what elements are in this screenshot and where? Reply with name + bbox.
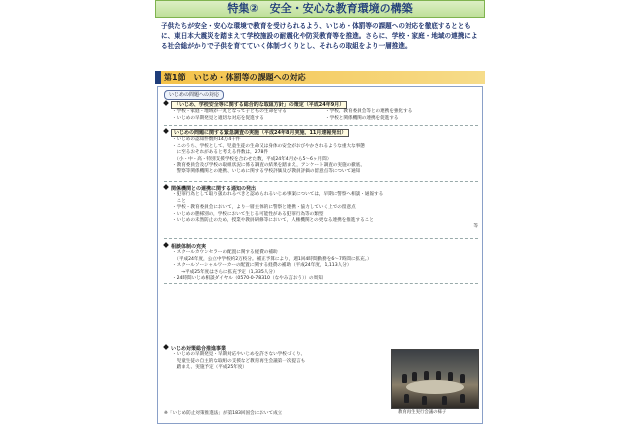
notice-line: ・いじめの態様別の，学校において生じる可能性がある犯罪行為等の類型: [172, 211, 324, 217]
block-consultation: [164, 243, 478, 282]
block-notice: [164, 185, 478, 231]
person-figure: [460, 394, 465, 403]
heading-text: 「いじめ、学校安全等に関する総合的な取組方針」の策定（平成24年9月）: [171, 101, 347, 109]
person-figure: [448, 372, 453, 381]
program-line: 踏まえ、実施予定（平成25年度）: [172, 365, 248, 371]
heading-text: いじめ対策総合推進事業: [171, 346, 227, 352]
block-policy: [164, 101, 478, 122]
survey-line: 警察等関係機関との連携、いじめに関する学校評価及び教員評価の留意点等について通知: [172, 169, 361, 175]
document-page: [155, 0, 485, 426]
photo-caption: 教育再生実行会議の様子: [398, 410, 447, 415]
survey-line: に至るおそれがあると考える件数は，278件: [172, 150, 269, 156]
survey-line: ・このうち、学校として、児童生徒の生命又は身体の安全がおびやかされるような重大な事態: [172, 143, 365, 149]
notice-line: ・いじめの未然防止のため，授業や教員研修等において，人権機関との更なる連携を推進すること: [172, 218, 374, 224]
survey-line: ・教育委員会及び学校の取組状況に係る調査の結果を踏まえ，アンケート調査の実施の徹底、: [172, 163, 365, 169]
panel-tag: いじめの問題への対応: [164, 90, 224, 100]
person-figure: [404, 394, 409, 403]
consultation-line: →平成25年度はさらに拡充予定（1,335人分）: [172, 269, 278, 275]
consultation-line: （平成24年度，公立中学校約2万校分。補正予算により，週1回4時間勤務を6～7時間に拡充。）: [172, 256, 372, 262]
block-survey: [164, 129, 478, 176]
survey-line: ・いじめの認知件数約14万4千件: [172, 137, 241, 143]
person-figure: [460, 374, 465, 383]
divider: [164, 181, 478, 182]
policy-item: ・学校・家庭・地域が一丸となって子どもの生命を守る: [172, 109, 287, 115]
diamond-bullet-icon: [163, 128, 169, 134]
heading-text: 相談体制の充実: [171, 244, 207, 250]
notice-line: こと: [172, 198, 186, 204]
program-line: ・いじめの早期発見・早期対応やいじめを許さない学校づくり、: [172, 352, 306, 358]
notice-line: ・犯罪行為として取り扱われるべきと認められるいじめ事案については，早期に警察へ相談・通報する: [172, 192, 384, 198]
person-figure: [442, 396, 447, 405]
notice-tail: 等: [473, 224, 478, 230]
person-figure: [436, 371, 441, 380]
divider: [164, 283, 478, 284]
meeting-table-shape: [406, 380, 464, 394]
policy-item: ・学校と関係機関の連携を促進する: [325, 115, 399, 121]
section-title: 第1節 いじめ・体罰等の課題への対応: [155, 71, 485, 84]
person-figure: [402, 374, 407, 383]
diamond-bullet-icon: [163, 100, 169, 106]
heading-text: 関係機関との連携に関する通知の発出: [171, 186, 257, 192]
consultation-line: ・スクールカウンセラーの配置に関する経費の補助: [172, 250, 278, 256]
policy-item: ・学校、教育委員会等との連携を強化する: [325, 109, 413, 115]
meeting-photo: [391, 349, 479, 409]
consultation-line: ・24時間いじめ相談ダイヤル（0570-0-78310（なやみ言おう））の周知: [172, 276, 323, 282]
diamond-bullet-icon: [163, 344, 169, 350]
divider: [164, 125, 478, 126]
divider: [164, 238, 478, 239]
footnote: ※「いじめ防止対策推進法」が第183回国会において成立: [164, 411, 283, 416]
intro-paragraph: 子供たちが安全・安心な環境で教育を受けられるよう、いじめ・体罰等の課題への対応を徹底するとともに、東日本大震災を踏まえて学校施設の耐震化や防災教育等を推進。さらに、学校・家庭・地域の連携による社会総がかりで子供を育てていく体制づくりとし、それらの取組をより一層推進。: [161, 22, 478, 50]
person-figure: [422, 396, 427, 405]
person-figure: [424, 371, 429, 380]
content-panel: [157, 86, 483, 424]
policy-item: ・いじめの早期発見と適切な対応を促進する: [172, 115, 264, 121]
heading-text: いじめの問題に関する緊急調査の実施（平成24年8月実施、11月速報発出）: [171, 129, 349, 137]
program-line: 児童生徒の自主的な取組の支援など教育再生会議第一次提言も: [172, 358, 306, 364]
policy-row-2: [164, 116, 478, 122]
diamond-bullet-icon: [163, 184, 169, 190]
page-title: 特集② 安全・安心な教育環境の構築: [155, 0, 485, 18]
notice-line: ・学校・教育委員会において，より一層主体的に警察と連携・協力していく上での留意点: [172, 205, 356, 211]
survey-line: （小・中・高・特別支援学校を合わせた数，平成24年4月から5～6ヶ月間）: [172, 156, 332, 162]
diamond-bullet-icon: [163, 242, 169, 248]
block-program: [164, 345, 384, 372]
consultation-line: ・スクールソーシャルワーカーの配置に関する経費の補助（平成24年度，1,113人分）: [172, 263, 352, 269]
person-figure: [412, 372, 417, 381]
